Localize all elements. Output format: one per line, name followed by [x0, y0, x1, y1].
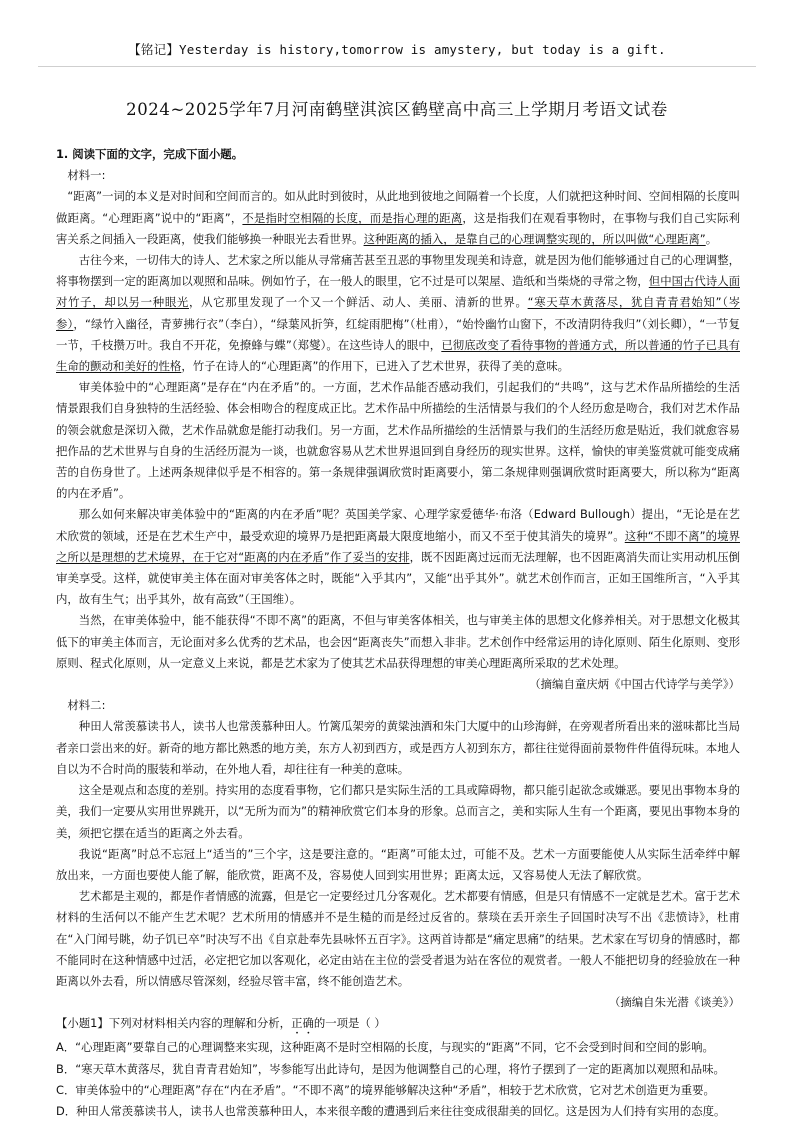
header-motto: 【铭记】Yesterday is history,tomorrow is amystery, but today is a gift.	[128, 42, 666, 57]
material1-label: 材料一:	[67, 168, 106, 183]
underlined-text: 不是指时空相隔的长度，而是指心理的距离	[242, 210, 463, 225]
material2-paragraph-2: 这全是观点和态度的差别。持实用的态度看事物，它们都只是实际生活的工具或障碍物，都只能引起欲念或嫌恶。要见出事物本身的美，我们一定要从实用世界跳开，以“无所为而为”的精神欣赏它们本身的形象。总而言之，美和实际人生有一个距离，要见出事物本身的美，须把它摆在适当的距离之外去看。	[56, 783, 740, 840]
text-run: 。	[705, 231, 718, 246]
material1-paragraph-5: 当然，在审美体验中，能不能获得“不即不离”的距离，不但与审美客体相关，也与审美主体的思想文化修养相关。对于思想文化极其低下的审美主体而言，无论面对多么优秀的艺术品，也会因“距离丧失”而想入非非。艺术创作中经常运用的诗化原则、陌生化原则、变形原则、程式化原则，从一定意义上来说，都是艺术家为了使其艺术品获得理想的审美心理距离所采取的艺术处理。	[56, 613, 740, 670]
question-content	[56, 144, 740, 1122]
option-b[interactable]: B．“寒天草木黄落尽，犹自青青君始知”，岑参能写出此诗句，是因为他调整自己的心理，将竹子摆到了一定的距离加以观照和品味。	[56, 1061, 725, 1076]
question-heading: 1. 阅读下面的文字，完成下面小题。	[56, 147, 244, 161]
material1-paragraph-1	[56, 186, 740, 250]
material1-paragraph-2	[56, 250, 740, 377]
text-run: ，这是指我们在观看事物时，在事物与我们自己实际利害关系之间插入一段距离，使我们能够换一种眼光去看世界。	[56, 210, 740, 246]
underlined-text: 但中国古代诗人面对竹子，却以另一种眼光	[56, 274, 740, 310]
underlined-text: 这种距离的插入，是靠自己的心理调整实现的，所以叫做“心理距离”	[363, 231, 706, 246]
material1-paragraph-4	[56, 504, 740, 610]
emphasized-text: 正确	[291, 1016, 314, 1031]
text-run: ，竹子在诗人的“心理距离”的作用下，已进入了艺术世界，获得了美的意味。	[181, 359, 570, 374]
material2-paragraph-3: 我说“距离”时总不忘冠上“适当的”三个字，这是要注意的。“距离”可能太过，可能不及。艺术一方面要能使人从实际生活牵绊中解放出来，一方面也要使人能了解，能欣赏，距离不及，容易使人回到实用世界；距离太远，又容易使人无法了解欣赏。	[56, 846, 740, 882]
material1-paragraph-3: 审美体验中的“心理距离”是存在“内在矛盾”的。一方面，艺术作品能否感动我们，引起我们的“共鸣”，这与艺术作品所描绘的生活情景跟我们自身独特的生活经验、体会相吻合的程度成正比。艺术作品中所描绘的生活情景与我们的个人经历愈是吻合，我们对艺术作品的领会就愈是深切入微，艺术作品就愈是能打动我们。另一方面，艺术作品所描绘的生活情景与我们的生活经历愈是贴近，我们就愈容易把作品的艺术世界与自身的生活经历混为一谈，也就愈容易从艺术世界退回到自身经历的现实世界。这样，愉快的审美鉴赏就可能变成痛苦的自伤身世了。上述两条规律似乎是不相容的。第一条规律强调欣赏时距离要小，第二条规律则强调欣赏时距离要大，所以称为“距离的内在矛盾”。	[56, 380, 740, 501]
text-run: 那么如何来解决审美体验中的“距离的内在矛盾”呢？英国美学家、心理学家爱德华·布洛（Edward Bullough）提出，“无论是在艺术欣赏的领域，还是在艺术生产中，最受欢迎的境界乃是把距离最大限度地缩小，而又不至于使其消失的境界”。	[56, 507, 740, 543]
text-run: “距离”一词的本义是对时间和空间而言的。如从此时到彼时，从此地到彼地之间隔着一个长度，人们就把这种时间、空间相隔的长度叫做距离。“心理距离”说中的“距离”，	[56, 189, 740, 225]
header-divider	[38, 66, 756, 67]
option-c[interactable]: C．审美体验中的“心理距离”存在“内在矛盾”。“不即不离”的境界能够解决这种“矛盾”，相较于艺术欣赏，它对艺术创造更为重要。	[56, 1082, 715, 1097]
underlined-text: 这种“不即不离”的境界之所以是理想的艺术境界，在于它对“距离的内在矛盾”作了妥当的安排	[56, 528, 740, 564]
text-run: 的一项是（ ）	[313, 1016, 386, 1031]
material1-source: （摘编自童庆炳《中国古代诗学与美学》）	[529, 677, 740, 692]
sub-question-stem	[56, 1013, 740, 1037]
material2-paragraph-4: 艺术都是主观的，都是作者情感的流露，但是它一定要经过几分客观化。艺术都要有情感，但是只有情感不一定就是艺术。富于艺术材料的生活何以不能产生艺术呢？艺术所用的情感并不是生糙的而是经过反省的。蔡琰在丢开亲生子回国时决写不出《悲愤诗》，杜甫在“入门闻号眺，幼子饥已卒”时决写不出《自京赴奉先县咏怀五百字》。这两首诗都是“痛定思痛”的结果。艺术家在写切身的情感时，都不能同时在这种情感中过活，必定把它加以客观化，必定由站在主位的尝受者退为站在客位的观赏者。一般人不能把切身的经验放在一种距离以外去看，所以情感尽管深刻，经验尽管丰富，终不能创造艺术。	[56, 889, 740, 988]
exam-title: 2024~2025学年7月河南鹤壁淇滨区鹤壁高中高三上学期月考语文试卷	[126, 100, 668, 119]
text-run: 【小题1】下列对材料相关内容的理解和分析，	[56, 1016, 292, 1031]
option-d[interactable]: D．种田人常羡慕读书人，读书人也常羡慕种田人，本来很辛酸的遭遇到后来往往变成很甜美的回忆。这是因为人们持有实用的态度。	[56, 1103, 726, 1118]
material2-paragraph-1: 种田人常羡慕读书人，读书人也常羡慕种田人。竹篱瓜架旁的黄粱浊酒和朱门大厦中的山珍海鲜，在旁观者所看出来的滋味都比当局者亲口尝出来的好。新奇的地方都比熟悉的地方美，东方人初到西方，或是西方人初到东方，都往往觉得面前景物件件值得玩味。本地人自以为不合时尚的服装和举动，在外地人看，却往往有一种美的意味。	[56, 719, 740, 776]
underlined-text: 已彻底改变了看待事物的普通方式，所以普通的竹子已具有生命的颤动和美好的性格	[56, 337, 740, 374]
text-run: ，从它那里发现了一个又一个鲜活、动人、美丽、清新的世界。	[189, 295, 528, 310]
material2-source: （摘编自朱光潜《谈美》）	[609, 995, 740, 1010]
material2-label: 材料二:	[67, 698, 106, 713]
text-run: ，既不因距离过远而无法理解，也不因距离消失而让实用动机压倒审美享受。这样，就使审美主体在面对审美客体之时，既能“入乎其内”，又能“出乎其外”。就艺术创作而言，正如王国维所言，“入乎其内，故有生气；出乎其外，故有高致”（王国维）。	[56, 549, 740, 607]
option-a[interactable]: A．“心理距离”要靠自己的心理调整来实现，这种距离不是时空相隔的长度，与现实的“距离”不同，它不会受到时间和空间的影响。	[56, 1040, 714, 1055]
text-run: ，“绿竹入幽径，青萝拂行衣”（李白），“绿葉风折笋，红绽雨肥梅”（杜甫），“始怜幽竹山窗下，不改清阴待我归”（刘长卿），“一节复一节，千枝攒万叶。我自不开花，免撩蜂与蝶”（郑燮）。在这些诗人的眼中，	[56, 316, 740, 352]
text-run: 古往今来，一切伟大的诗人、艺术家之所以能从寻常痛苦甚至丑恶的事物里发现美和诗意，就是因为他们能够通过自己的心理调整，将事物摆到一定的距离加以观照和品味。例如竹子，在一般人的眼里，它不过是可以架屋、造纸和当柴烧的寻常之物，	[56, 253, 740, 289]
underlined-text: “寒天草木黄落尽，犹自青青君始知”（岑参）	[56, 295, 740, 331]
